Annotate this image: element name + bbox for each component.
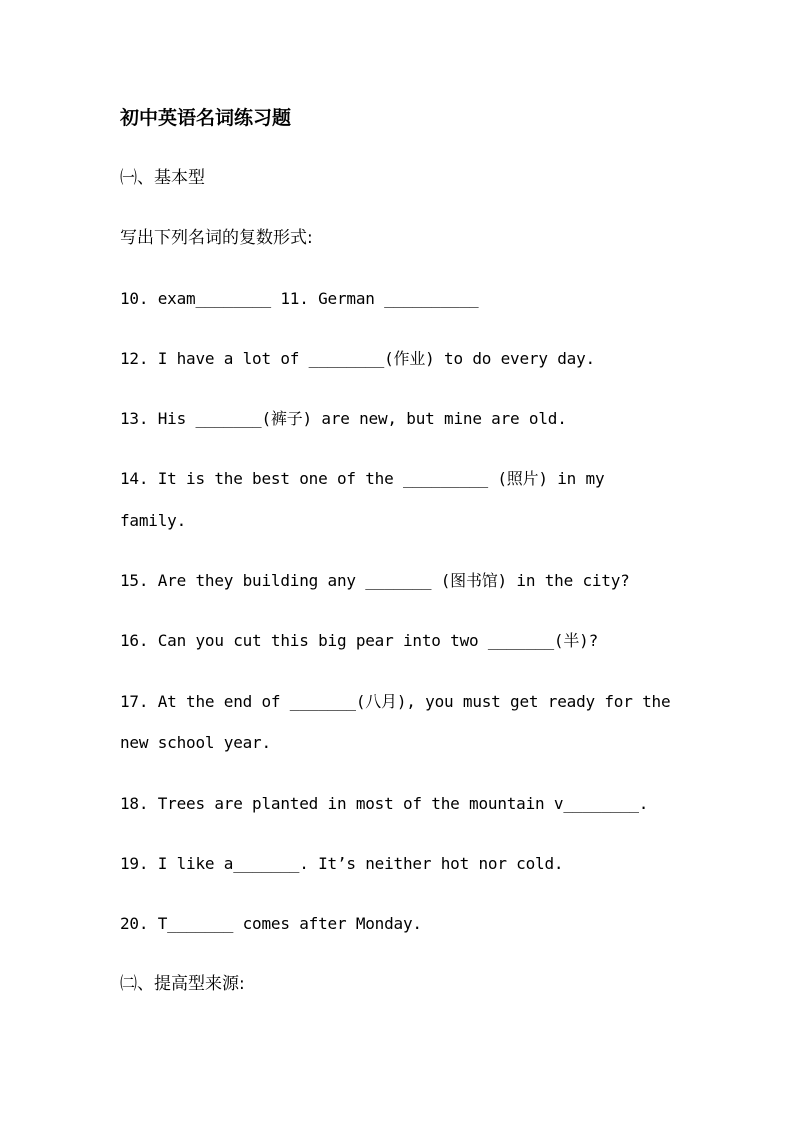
section-heading-basic: ㈠、基本型 (120, 168, 205, 188)
exercise-line-continuation: family. (120, 511, 187, 530)
document-title: 初中英语名词练习题 (120, 107, 292, 129)
instruction-text: 写出下列名词的复数形式: (120, 228, 313, 248)
exercise-line: 20. T_______ comes after Monday. (120, 914, 422, 933)
exercise-line: 15. Are they building any _______ (图书馆) in the city? (120, 571, 630, 590)
exercise-line-continuation: new school year. (120, 733, 271, 752)
exercise-line: 10. exam________ 11. German __________ (120, 289, 479, 308)
section-heading-advanced: ㈡、提高型来源: (120, 974, 245, 994)
exercise-line: 14. It is the best one of the _________ (照片) in my (120, 469, 605, 488)
exercise-line: 12. I have a lot of ________(作业) to do every day. (120, 349, 595, 368)
exercise-line: 17. At the end of _______(八月), you must get ready for the (120, 692, 671, 711)
exercise-line: 16. Can you cut this big pear into two _______(半)? (120, 631, 599, 650)
exercise-line: 19. I like a_______. It’s neither hot nor cold. (120, 854, 564, 873)
exercise-line: 18. Trees are planted in most of the mountain v________. (120, 794, 649, 813)
exercise-line: 13. His _______(裤子) are new, but mine are old. (120, 409, 567, 428)
